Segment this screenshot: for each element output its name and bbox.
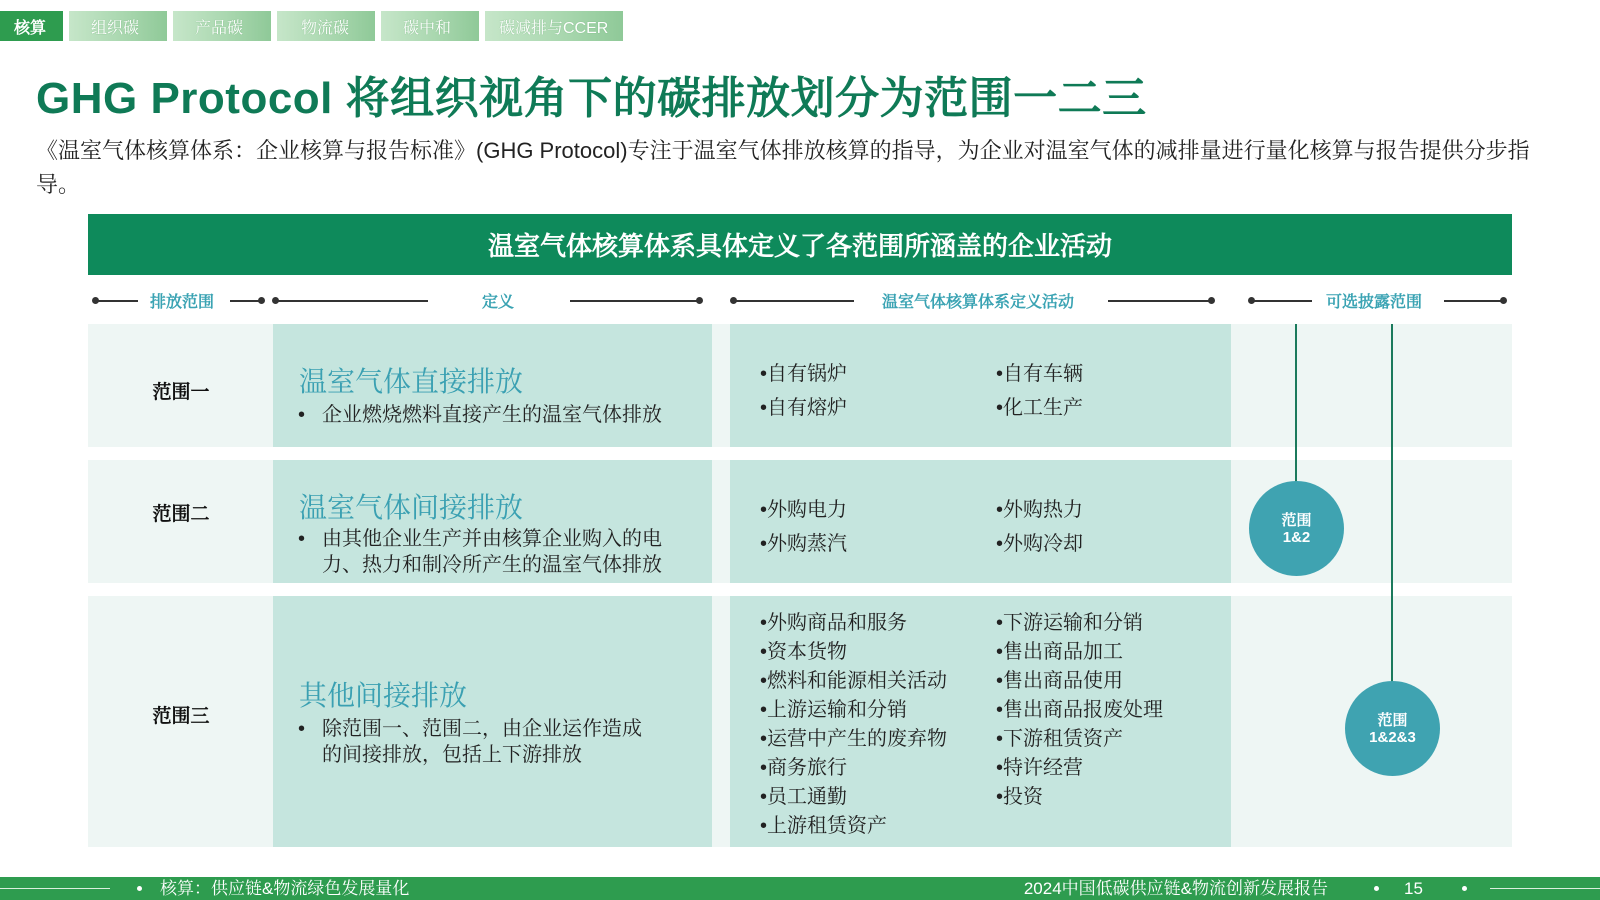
scope12-circle-line2: 1&2 [1282, 528, 1311, 546]
header-line [734, 300, 854, 302]
scope3-activity: •上游运输和分销 [760, 699, 908, 721]
scope3-activity: •燃料和能源相关活动 [760, 670, 948, 692]
header-dot [258, 297, 265, 304]
scope1-activity: •自有车辆 [996, 363, 1084, 385]
scope3-activity: •下游租赁资产 [996, 728, 1124, 750]
intro-paragraph: 《温室气体核算体系：企业核算与报告标准》(GHG Protocol)专注于温室气体排放核算的指导，为企业对温室气体的减排量进行量化核算与报告提供分步指导。 [36, 138, 1530, 197]
scope1-activity: •自有锅炉 [760, 363, 848, 385]
header-line [96, 300, 138, 302]
scope3-title: 其他间接排放 [299, 680, 468, 711]
scope123-connector-line [1391, 324, 1393, 682]
bullet-marker: • [298, 404, 306, 426]
footer-dot [1374, 886, 1379, 891]
scope3-activity: •下游运输和分销 [996, 612, 1144, 634]
scope123-circle [1345, 681, 1440, 776]
scope3-activity: •售出商品加工 [996, 641, 1124, 663]
tab-organization-carbon[interactable]: 组织碳 [69, 11, 167, 41]
tab-carbon-neutral[interactable]: 碳中和 [381, 11, 479, 41]
scope1-activity: •化工生产 [996, 397, 1084, 419]
header-line [1252, 300, 1312, 302]
tab-accounting[interactable]: 核算 [0, 11, 63, 41]
scope12-circle-line1: 范围 [1281, 511, 1312, 529]
column-label-definition: 定义 [482, 294, 515, 311]
scope3-description [298, 716, 698, 768]
scope2-activity: •外购冷却 [996, 533, 1084, 555]
bullet-marker: • [298, 528, 306, 550]
column-label-optional: 可选披露范围 [1326, 294, 1423, 311]
scope3-activity: •资本货物 [760, 641, 848, 663]
column-label-activities: 温室气体核算体系定义活动 [882, 294, 1075, 311]
tab-product-carbon[interactable]: 产品碳 [173, 11, 271, 41]
tab-logistics-carbon[interactable]: 物流碳 [277, 11, 375, 41]
footer-page-number: 15 [1404, 879, 1423, 898]
scope3-description-line: 除范围一、范围二，由企业运作造成 [322, 718, 642, 740]
scope2-activity: •外购蒸汽 [760, 533, 848, 555]
scope3-activity: •运营中产生的废弃物 [760, 728, 948, 750]
scope2-activity: •外购热力 [996, 499, 1084, 521]
scope2-title: 温室气体间接排放 [299, 492, 524, 523]
footer-rule [1490, 888, 1600, 889]
top-tabs [0, 11, 623, 41]
scope3-activity: •商务旅行 [760, 757, 848, 779]
header-line [1444, 300, 1504, 302]
scope2-description-line: 力、热力和制冷所产生的温室气体排放 [322, 554, 662, 576]
footer-dot [1462, 886, 1467, 891]
footer-report-title: 2024中国低碳供应链&物流创新发展报告 [1023, 879, 1328, 898]
header-dot [1500, 297, 1507, 304]
header-line [276, 300, 428, 302]
column-header-optional [1246, 289, 1512, 313]
scope3-label: 范围三 [152, 706, 210, 727]
scope3-activity: •投资 [996, 786, 1044, 808]
column-label-scope: 排放范围 [150, 294, 215, 311]
page-title: GHG Protocol 将组织视角下的碳排放划分为范围一二三 [36, 74, 1147, 123]
scope12-circle [1249, 481, 1344, 576]
header-dot [1208, 297, 1215, 304]
scope2-description-line: 由其他企业生产并由核算企业购入的电 [322, 528, 662, 550]
scope2-label: 范围二 [152, 504, 210, 525]
header-dot [696, 297, 703, 304]
column-header-scope [88, 289, 268, 313]
scope3-activity: •上游租赁资产 [760, 815, 888, 837]
scope3-activity: •外购商品和服务 [760, 612, 908, 634]
scope3-activity: •员工通勤 [760, 786, 848, 808]
scope123-circle-line2: 1&2&3 [1369, 728, 1416, 746]
scope3-description-line: 的间接排放，包括上下游排放 [322, 744, 582, 766]
scope1-label: 范围一 [152, 382, 210, 403]
header-line [1108, 300, 1212, 302]
section-banner: 温室气体核算体系具体定义了各范围所涵盖的企业活动 [88, 214, 1512, 275]
scope3-activity: •特许经营 [996, 757, 1084, 779]
footer-section-name: 核算：供应链&物流绿色发展量化 [160, 879, 410, 898]
footer-dot [137, 886, 142, 891]
scope3-activity: •售出商品报废处理 [996, 699, 1164, 721]
scope2-activity: •外购电力 [760, 499, 848, 521]
column-header-activities [728, 289, 1224, 313]
scope1-description-text: 企业燃烧燃料直接产生的温室气体排放 [322, 404, 662, 426]
scope12-connector-line [1295, 324, 1297, 482]
header-line [570, 300, 700, 302]
scope1-title: 温室气体直接排放 [299, 366, 524, 397]
bullet-marker: • [298, 718, 306, 740]
scope123-circle-line1: 范围 [1377, 711, 1408, 729]
scope3-activity: •售出商品使用 [996, 670, 1124, 692]
scope1-activity: •自有熔炉 [760, 397, 848, 419]
tab-carbon-reduction-ccer[interactable]: 碳减排与CCER [485, 11, 623, 41]
scope1-description [298, 402, 698, 428]
footer-rule [0, 888, 110, 889]
column-header-definition [270, 289, 710, 313]
scope2-description [298, 526, 698, 578]
